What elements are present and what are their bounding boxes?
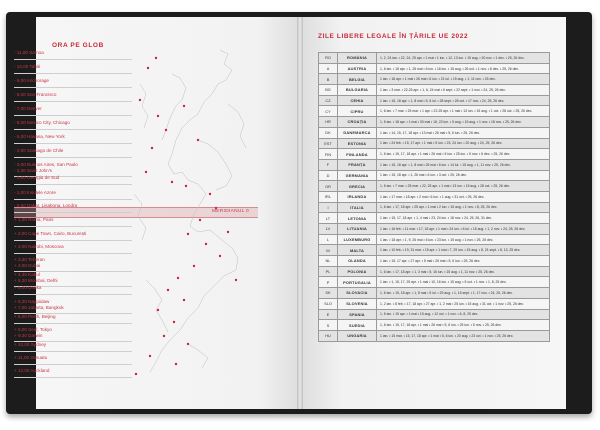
city-marker-icon (171, 181, 173, 183)
country-name: FRANȚA (338, 159, 377, 170)
holiday-row (319, 181, 550, 192)
notebook-spine (297, 17, 303, 409)
city-marker-icon (145, 171, 147, 173)
timezone-label: - 3,00 Buenos Aires, San Paulo (14, 162, 78, 167)
holiday-dates: 1, 6 ian. • 15, 17, 18 apr. • 1 mai • 26 mai • 5 iun. • 25 iun. • 5 nov. • 6 dec. • 25, 26 dec. (377, 149, 550, 160)
holiday-dates: 1, 6 ian. • 15, 17, 18 apr. • 1 mai • 26 mai • 5, 6 iun. • 25 iun. • 5 nov. • 25, 26 dec. (377, 320, 550, 331)
country-name: POLONIA (338, 266, 377, 277)
holiday-dates: 1, 6 ian. • 17, 18 apr. • 1, 3 mai • 5, 16 iun. • 15 aug. • 1, 11 nov. • 25, 26 dec. (377, 266, 550, 277)
city-marker-icon (165, 129, 167, 131)
city-marker-icon (185, 185, 187, 187)
country-code: LT (319, 213, 338, 224)
city-marker-icon (193, 265, 195, 267)
holiday-row (319, 53, 550, 64)
country-name: LITUANIA (338, 224, 377, 235)
holiday-dates: 1 ian. • 1, 15, 17, 25 apr. • 1 mai • 10, 16 iun. • 15 aug. • 5 oct. • 1 nov. • 1, 8, 25 dec. (377, 277, 550, 288)
holiday-dates: 1, 6 ian. • 18 apr. • 1, 26 mai • 6 iun. • 16 iun. • 15 aug. • 26 oct. • 1 nov. • 8 dec. • 25, 26 dec. (377, 63, 550, 74)
timezone-row (14, 285, 132, 295)
country-code: BG (319, 85, 338, 96)
holiday-dates: 1 ian. • 14, 15, 17, 18 apr. • 13 mai • 26 mai • 5, 6 iun. • 25, 26 dec. (377, 127, 550, 138)
timezone-label: + 11,00 Vanuatu (14, 355, 48, 360)
map-coastline (198, 140, 232, 190)
country-name: PORTUGALIA (338, 277, 377, 288)
holiday-dates: 1, 6 ian. • 7 mar. • 25 mar. • 22, 25 apr. • 1 mai • 13 iun. • 15 aug. • 28 oct. • 25, 26 dec. (377, 181, 550, 192)
timezone-row (14, 64, 132, 74)
holiday-dates: 1 ian. • 16 feb. • 11 mar. • 17, 18 apr. • 1 mai • 24 iun. • 6 iul. • 15 aug. • 1, 2 nov. • 24, 25, 26 dec. (377, 224, 550, 235)
holiday-row (319, 63, 550, 74)
timezone-label: + 4,30 Kabul (14, 272, 40, 277)
timezone-label: - 5,00 Havana, New York (14, 134, 65, 139)
timezone-label: - 6,00 Mexico City, Chicago (14, 120, 70, 125)
holiday-dates: 1 ian. • 15, 17 apr. • 27 apr. • 5 mai • 26 mai • 5, 6 iun. • 25, 26 dec. (377, 256, 550, 267)
country-name: CIPRU (338, 106, 377, 117)
country-name: ITALIA (338, 202, 377, 213)
timezone-label: - 4,00 Santiago de Chile (14, 148, 64, 153)
map-coastline (140, 84, 148, 128)
world-map-illustration (128, 44, 256, 384)
holiday-dates: 1, 6 ian. • 17, 18 apr. • 25 apr. • 1 mai • 2 iun. • 15 aug. • 1 nov. • 8, 25, 26 dec. (377, 202, 550, 213)
country-name: LETONIA (338, 213, 377, 224)
country-code: S (319, 320, 338, 331)
country-code: CZ (319, 95, 338, 106)
holiday-dates: 1 ian. • 15 mar. • 15, 17, 18 apr. • 1 mai • 5, 6 iun. • 20 aug. • 23 oct. • 1 nov. • 25, 26 dec. (377, 330, 550, 341)
timezone-label: - 11,00 Samoa (14, 50, 44, 55)
city-marker-icon (183, 105, 185, 107)
country-code: DK (319, 127, 338, 138)
country-code: GR (319, 181, 338, 192)
country-code: P (319, 277, 338, 288)
timezone-label: + 7,00 Jakarta, Bangkok (14, 304, 64, 310)
city-marker-icon (163, 335, 165, 337)
timezone-row (14, 175, 132, 185)
city-marker-icon (187, 343, 189, 345)
timezone-row (14, 190, 132, 200)
country-code: E (319, 309, 338, 320)
country-name: IRLANDA (338, 191, 377, 202)
timezone-row (14, 244, 132, 254)
country-code: HR (319, 117, 338, 128)
country-code: PL (319, 266, 338, 277)
country-name: GRECIA (338, 181, 377, 192)
holiday-dates: 1 ian. • 15, 18 apr. • 1, 8 mai • 5, 6 iul. • 28 sept. • 28 oct. • 17 nov. • 24, 25, 26 dec. (377, 95, 550, 106)
country-code: LV (319, 224, 338, 235)
holiday-dates: 1 ian. • 10 feb. • 19, 31 mar. • 15 apr. • 1 mai • 7, 29 iun. • 15 aug. • 8, 21 sept. • 8, 13, 25 dec. (377, 245, 550, 256)
country-code: I (319, 202, 338, 213)
holiday-row (319, 256, 550, 267)
city-marker-icon (135, 373, 137, 375)
timezone-label: - 8,00 San Francisco (14, 92, 57, 97)
timezone-label: + 4,00 Dubai (14, 262, 41, 268)
holiday-row (319, 74, 550, 85)
timezone-row (14, 134, 132, 144)
holiday-row (319, 149, 550, 160)
city-marker-icon (151, 147, 153, 149)
timezone-row (14, 78, 132, 88)
timezone-label: + 5,30 Mombai, Delhi (14, 277, 58, 283)
holiday-dates: 1 ian. • 18 apr. • 1 mai • 26 mai • 6 iun. • 21 iul. • 15 aug. • 1, 11 nov. • 25 dec. (377, 74, 550, 85)
timezone-label: - 9,00 Anchorage (14, 78, 49, 83)
city-marker-icon (219, 255, 221, 257)
timezone-row (14, 148, 132, 158)
country-code: HU (319, 330, 338, 341)
holiday-row (319, 106, 550, 117)
timezone-label: - 1,00 Insulele Azore (14, 190, 56, 195)
timezone-label: - 3,30 Saint John's (14, 167, 52, 173)
holiday-dates: 1, 6 ian. • 7 mar. • 25 mar. • 1 apr. • 22-25 apr. • 1 mai • 13 iun. • 15 aug. • 1 oct. • 28 oct. • 25, 26 dec. (377, 106, 550, 117)
timezone-label: + 8,00 Perth, Beijing (14, 314, 56, 319)
timezone-row (14, 203, 132, 213)
city-marker-icon (197, 139, 199, 141)
city-marker-icon (175, 363, 177, 365)
map-coastline (146, 280, 168, 332)
country-code: SK (319, 288, 338, 299)
country-code: B (319, 74, 338, 85)
world-time-title: ORA PE GLOB (52, 42, 104, 49)
holiday-dates: 1 ian. • 18 apr. • 1, 9, 26 mai • 6 iun. • 23 iun. • 15 aug. • 1 nov. • 25, 26 dec. (377, 234, 550, 245)
timezone-row (14, 92, 132, 102)
city-marker-icon (157, 115, 159, 117)
country-code: IRL (319, 191, 338, 202)
country-name: SPANIA (338, 309, 377, 320)
country-code: EST (319, 138, 338, 149)
timezone-label: + 9,30 Darwin (14, 332, 43, 338)
holiday-dates: 1 ian. • 24 feb. • 15, 17 apr. • 1 mai • 5 iun. • 23, 24 iun. • 20 aug. • 24, 25, 26 dec. (377, 138, 550, 149)
timezone-row (14, 231, 132, 241)
country-code: D (319, 170, 338, 181)
holiday-row (319, 138, 550, 149)
timezone-row (14, 120, 132, 130)
country-code: SLO (319, 298, 338, 309)
country-name: SLOVENIA (338, 298, 377, 309)
country-name: ROMÂNIA (338, 53, 377, 64)
holiday-row (319, 234, 550, 245)
holiday-row (319, 320, 550, 331)
holiday-dates: 1 ian. • 3 mar. • 22-25 apr. • 1, 6, 24 mai • 6 sept. • 22 sept. • 1 nov. • 24, 25, 26 dec. (377, 85, 550, 96)
city-marker-icon (147, 67, 149, 69)
city-marker-icon (155, 57, 157, 59)
country-name: DANEMARCA (338, 127, 377, 138)
map-coastline (188, 344, 208, 368)
timezone-label: - 0,00 Dakar, Lisabona, Londra (14, 203, 78, 208)
timezone-label: + 6,30 Naypiidaw (14, 299, 50, 304)
holiday-row (319, 224, 550, 235)
country-name: UNGARIA (338, 330, 377, 341)
country-name: LUXEMBURG (338, 234, 377, 245)
country-name: CROAȚIA (338, 117, 377, 128)
holidays-title: ZILE LIBERE LEGALE ÎN ȚĂRILE UE 2022 (318, 33, 469, 40)
timezone-row (14, 314, 132, 324)
holiday-row (319, 85, 550, 96)
holiday-row (319, 330, 550, 341)
city-marker-icon (227, 231, 229, 233)
holiday-row (319, 170, 550, 181)
timezone-row (14, 342, 132, 352)
holiday-dates: 1 ian. • 15, 18 apr. • 1, 26 mai • 6 iun. • 3 oct. • 25, 26 dec. (377, 170, 550, 181)
holiday-row (319, 298, 550, 309)
timezone-label: + 3,00 Nairobi, Moscova (14, 244, 64, 249)
timezone-label: + 10,00 Sydney (14, 342, 47, 347)
timezone-row (14, 327, 132, 342)
timezone-row (14, 217, 132, 227)
holidays-table (318, 52, 550, 342)
city-marker-icon (167, 289, 169, 291)
holiday-row (319, 266, 550, 277)
holiday-dates: 1, 2 ian. • 8 feb. • 17, 18 apr. • 27 apr. • 1, 2 mai • 25 iun. • 15 aug. • 31 oct. • 1 nov. • 25, 26 dec. (377, 298, 550, 309)
country-name: MALTA (338, 245, 377, 256)
country-name: ESTONIA (338, 138, 377, 149)
holiday-row (319, 288, 550, 299)
timezone-row (14, 257, 132, 272)
city-marker-icon (177, 277, 179, 279)
timezone-row (14, 368, 132, 378)
country-code: NL (319, 256, 338, 267)
holiday-row (319, 95, 550, 106)
holiday-dates: 1 ian. • 17 mar. • 18 apr. • 2 mai • 6 iun. • 1 aug. • 31 oct. • 25, 26 dec. (377, 191, 550, 202)
holiday-row (319, 245, 550, 256)
holiday-row (319, 309, 550, 320)
country-code: CY (319, 106, 338, 117)
timezone-label: + 6,00 Dhaka (14, 285, 42, 290)
city-marker-icon (183, 299, 185, 301)
holiday-row (319, 191, 550, 202)
city-marker-icon (149, 355, 151, 357)
timezone-label: - 10,00 Tahiti (14, 64, 41, 69)
country-name: CEHIA (338, 95, 377, 106)
country-name: SLOVACIA (338, 288, 377, 299)
city-marker-icon (209, 193, 211, 195)
country-code: L (319, 234, 338, 245)
city-marker-icon (235, 279, 237, 281)
country-name: BELGIA (338, 74, 377, 85)
timezone-label: + 12,00 Auckland (14, 368, 50, 373)
country-code: A (319, 63, 338, 74)
timezone-row (14, 355, 132, 365)
country-name: BULGARIA (338, 85, 377, 96)
city-marker-icon (173, 321, 175, 323)
holiday-row (319, 277, 550, 288)
country-name: AUSTRIA (338, 63, 377, 74)
holiday-dates: 1 ian. • 15, 18 apr. • 1, 8 mai • 26 mai • 6 iun. • 14 iul. • 15 aug. • 1, 11 nov. • 25, 26 dec. (377, 159, 550, 170)
city-marker-icon (139, 99, 141, 101)
map-coastline (228, 104, 246, 148)
city-marker-icon (205, 243, 207, 245)
timezone-label: + 3,30 Teheran (14, 257, 45, 262)
timezone-label: + 9,00 Seul, Tokyo (14, 327, 52, 332)
city-marker-icon (157, 309, 159, 311)
holiday-dates: 1, 6 ian. • 18 apr. • 1 mai • 30 mai • 16, 22 iun. • 5 aug. • 15 aug. • 1 nov. • 18 nov. • 25, 26 dec. (377, 117, 550, 128)
country-code: F (319, 159, 338, 170)
holiday-dates: 1 ian. • 15, 17, 18 apr. • 1, 4 mai • 23, 24 iun. • 18 nov. • 24, 25, 26, 31 dec. (377, 213, 550, 224)
country-code: FIN (319, 149, 338, 160)
meridian-label: MERIDIANUL 0 (212, 209, 250, 214)
city-marker-icon (187, 233, 189, 235)
country-name: GERMANIA (338, 170, 377, 181)
holiday-dates: 1, 2, 24 ian. • 22, 24, 25 apr. • 1 mai • 1 iun. • 12, 13 iun. • 15 aug. • 30 nov. • 1 dec. • 25, 26 dec. (377, 53, 550, 64)
country-code: M (319, 245, 338, 256)
timezone-row (14, 50, 132, 60)
timezone-label: + 1,00 Roma, Paris (14, 217, 54, 222)
timezone-label: - 2,00 Georgia de Sud (14, 175, 60, 180)
holiday-row (319, 159, 550, 170)
city-marker-icon (199, 219, 201, 221)
timezone-row (14, 106, 132, 116)
map-coastline (134, 194, 146, 240)
timezone-row (14, 299, 132, 314)
holiday-row (319, 117, 550, 128)
holiday-row (319, 213, 550, 224)
country-code: RO (319, 53, 338, 64)
country-name: FINLANDA (338, 149, 377, 160)
country-name: SUEDIA (338, 320, 377, 331)
timezone-label: + 2,00 Cape Town, Cairo, București (14, 231, 87, 236)
holiday-dates: 1, 6 ian. • 15 apr. • 1 mai • 15 aug. • 12 oct. • 1 nov. • 6, 8, 25 dec. (377, 309, 550, 320)
holiday-row (319, 202, 550, 213)
holiday-dates: 1, 6 ian. • 15, 18 apr. • 1, 8 mai • 5 iul. • 29 aug. • 1, 15 sept. • 1, 17 nov. • 24, 25, 26 dec. (377, 288, 550, 299)
timezone-label: - 7,00 Denver (14, 106, 42, 111)
holiday-row (319, 127, 550, 138)
country-name: OLANDA (338, 256, 377, 267)
